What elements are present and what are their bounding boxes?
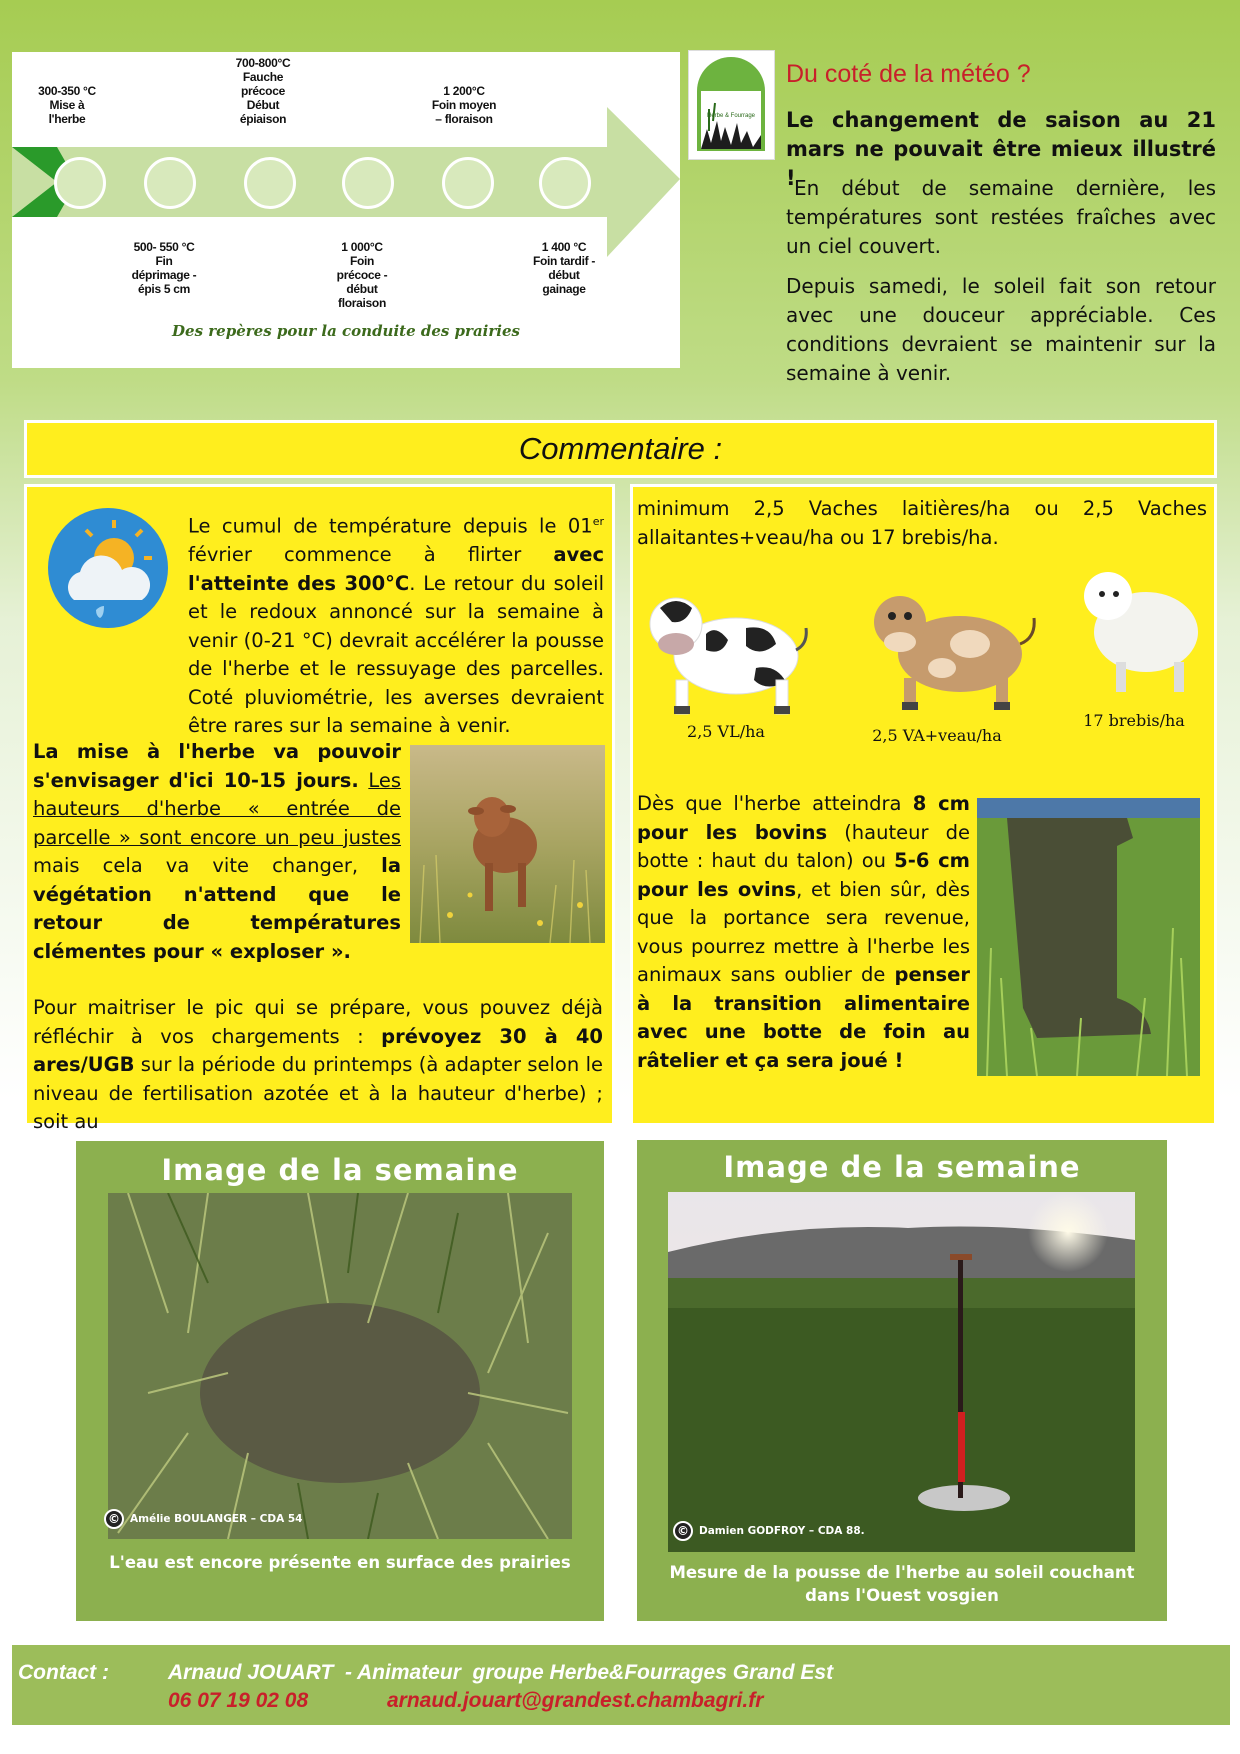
- suckler-cow-icon: [850, 578, 1040, 716]
- calf-photo: [410, 745, 605, 943]
- meteo-paragraph-1: En début de semaine dernière, les températures sont restées fraîches avec un ciel couvert.: [786, 176, 1216, 258]
- timeline-node: [244, 157, 296, 209]
- contact-label: Contact :: [18, 1661, 109, 1684]
- copyright-icon: ©: [104, 1509, 124, 1529]
- sheep-icon: [1068, 566, 1206, 696]
- logo-icon: [689, 51, 774, 159]
- contact-phone[interactable]: 06 07 19 02 08: [168, 1689, 309, 1712]
- contact-name: Arnaud JOUART - Animateur groupe Herbe&Fourrages Grand Est: [168, 1661, 834, 1684]
- weather-sun-cloud-icon: [46, 506, 170, 630]
- image-panel-2-caption: Mesure de la pousse de l'herbe au soleil couchant dans l'Ouest vosgien: [669, 1563, 1135, 1605]
- timeline-caption: Des repères pour la conduite des prairies: [172, 322, 520, 340]
- image-panel-2-credit: © Damien GODFROY – CDA 88.: [673, 1521, 865, 1541]
- commentaire-left-p2: La mise à l'herbe va pouvoir s'envisager d'ici 10-15 jours. Les hauteurs d'herbe « entrée de parcelle » sont encore un peu justes mais cela va vite changer, la végétation n'attend que le retour de températures clémentes pour « exploser ».: [33, 740, 402, 963]
- logo-text: Herbe & Fourrage: [707, 113, 756, 119]
- animal-label-brebis: 17 brebis/ha: [1083, 711, 1185, 730]
- timeline-node: [539, 157, 591, 209]
- image-panel-1-credit: © Amélie BOULANGER – CDA 54: [104, 1509, 302, 1529]
- gdd-label-mise-herbe: 300-350 °C Mise à l'herbe: [38, 84, 96, 126]
- commentaire-right-p1: minimum 2,5 Vaches laitières/ha ou 2,5 Vaches allaitantes+veau/ha ou 17 brebis/ha.: [637, 497, 1207, 549]
- animal-label-va: 2,5 VA+veau/ha: [872, 726, 1002, 745]
- herbe-fourrage-logo: [688, 50, 775, 160]
- timeline-node: [54, 157, 106, 209]
- timeline-node: [442, 157, 494, 209]
- gdd-label-foin-tardif: 1 400 °C Foin tardif - début gainage: [532, 240, 596, 296]
- grass-water-photo: [108, 1193, 572, 1539]
- commentaire-header: [24, 420, 1217, 478]
- gdd-label-deprimage: 500- 550 °C Fin déprimage - épis 5 cm: [131, 240, 197, 296]
- copyright-icon: ©: [673, 1521, 693, 1541]
- meteo-title: Du coté de la météo ?: [786, 60, 1031, 88]
- timeline-node: [144, 157, 196, 209]
- boot-in-grass-photo: [977, 798, 1200, 1076]
- contact-email[interactable]: arnaud.jouart@grandest.chambagri.fr: [387, 1689, 764, 1712]
- commentaire-right-p2: Dès que l'herbe atteindra 8 cm pour les bovins (hauteur de botte : haut du talon) ou 5-6 cm pour les ovins, et bien sûr, dès que la portance sera revenue, vous pourrez mettre à l'herbe les animaux sans oublier de penser à la transition alimentaire avec une botte de foin au râtelier et ça sera joué !: [637, 792, 970, 1072]
- image-panel-1-title: Image de la semaine: [161, 1153, 519, 1187]
- image-panel-2-title: Image de la semaine: [723, 1150, 1081, 1184]
- gdd-timeline-panel: [12, 52, 680, 368]
- contact-bar: [12, 1645, 1230, 1725]
- dairy-cow-icon: [636, 584, 816, 719]
- commentaire-left-p3: Pour maitriser le pic qui se prépare, vous pouvez déjà réfléchir à vos chargements : prévoyez 30 à 40 ares/UGB sur la période du printemps (à adapter selon le niveau de fertilisation azotée et à la hauteur d'herbe) ; soit au: [33, 996, 603, 1133]
- commentaire-left-p1-top: Le cumul de température depuis le 01er février commence à flirter avec l'atteinte des 300°C. Le retour du soleil et le redoux annoncé sur la semaine à venir (0-21 °C) devrait accélérer la pousse de l'herbe et le ressuyage des parcelles. Coté pluviométrie, les averses devraient être rares sur la semaine à venir.: [188, 514, 604, 737]
- timeline-node: [342, 157, 394, 209]
- gdd-label-foin-moyen: 1 200°C Foin moyen – floraison: [431, 84, 497, 126]
- meteo-paragraph-2: Depuis samedi, le soleil fait son retour avec une douceur appréciable. Ces conditions devraient se maintenir sur la semaine à venir.: [786, 274, 1216, 385]
- gdd-label-foin-precoce: 1 000°C Foin précoce - début floraison: [336, 240, 388, 310]
- image-panel-1-caption: L'eau est encore présente en surface des prairies: [109, 1553, 571, 1572]
- commentaire-title: Commentaire :: [518, 431, 723, 466]
- gdd-label-fauche: 700-800°C Fauche précoce Début épiaison: [235, 56, 291, 126]
- sunset-herbometer-photo: [668, 1192, 1135, 1552]
- image-panel-2: [637, 1140, 1167, 1621]
- meteo-lead: Le changement de saison au 21 mars ne pouvait être mieux illustré !: [786, 108, 1216, 190]
- image-panel-1: [76, 1141, 604, 1621]
- animal-label-vl: 2,5 VL/ha: [687, 722, 765, 741]
